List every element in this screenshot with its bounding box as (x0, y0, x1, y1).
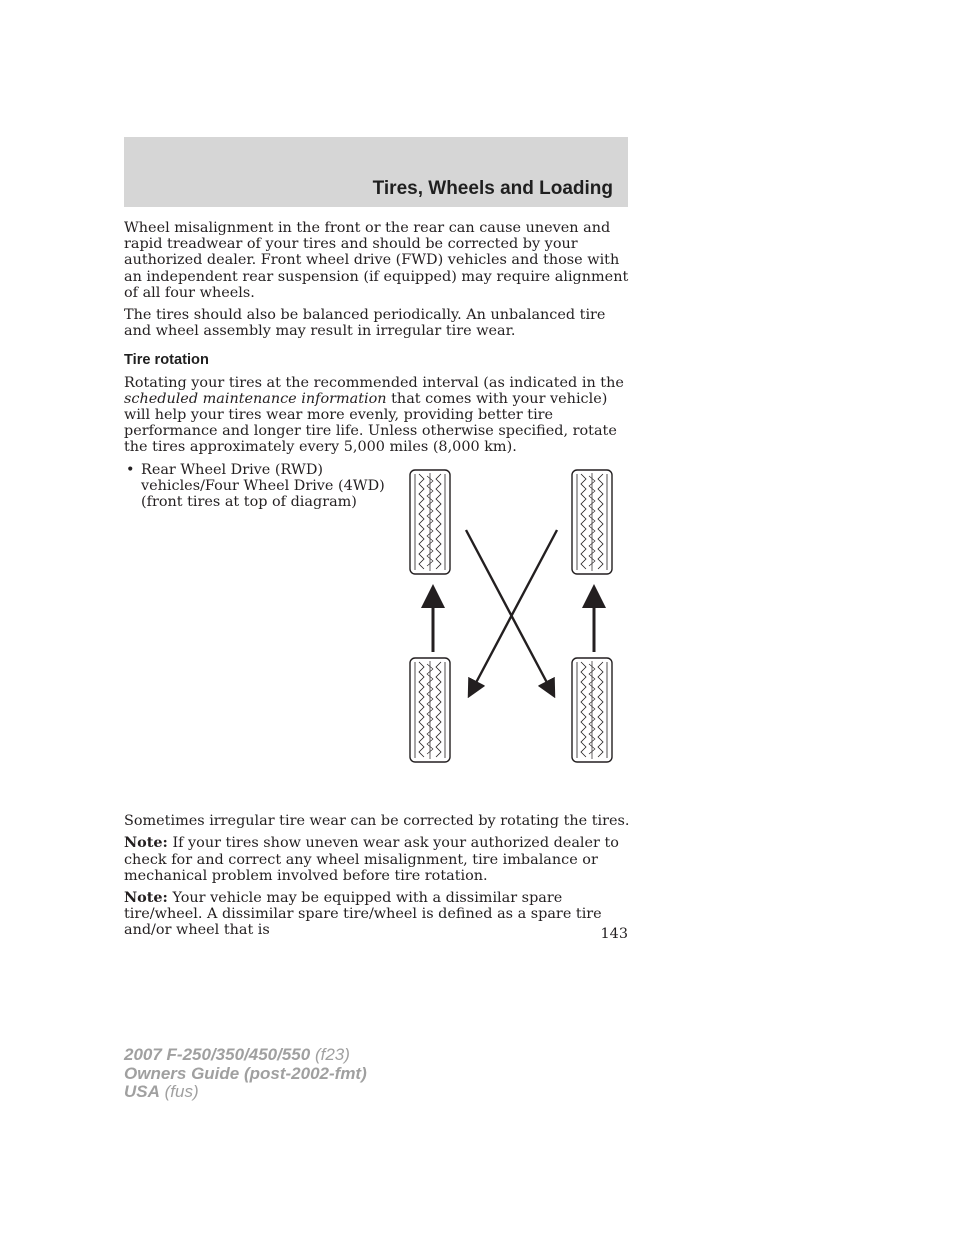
front-right-tire (572, 470, 612, 574)
note-dissimilar-spare (124, 890, 630, 939)
footer-market: USA (124, 1082, 160, 1101)
rotation-intro-paragraph (124, 375, 630, 456)
footer-market-line (124, 1083, 367, 1102)
front-left-tire (410, 470, 450, 574)
maintenance-info-reference: scheduled maintenance information (124, 390, 387, 407)
note-text: If your tires show uneven wear ask your authorized dealer to check for and correct any wheel misalignment, tire imbalance or mechanical problem involved before tire rotation. (124, 835, 619, 884)
footer-model: 2007 F-250/350/450/550 (124, 1045, 311, 1064)
rwd-4wd-bullet (124, 462, 386, 511)
tire-rotation-heading: Tire rotation (124, 352, 209, 369)
note-text: Your vehicle may be equipped with a dissimilar spare tire/wheel. A dissimilar spare tire/wheel is defined as a spare tire and/or wheel that is (124, 890, 602, 939)
footer-guide-line (124, 1065, 367, 1084)
balance-paragraph: The tires should also be balanced periodically. An unbalanced tire and wheel assembly may result in irregular tire wear. (124, 307, 606, 340)
note-uneven-wear (124, 835, 630, 884)
page-number: 143 (600, 926, 628, 942)
rear-left-tire (410, 658, 450, 762)
rotation-intro-start: Rotating your tires at the recommended interval (as indicated in the (124, 374, 624, 391)
bullet-dot: • (126, 461, 135, 478)
footer-market-code: (fus) (159, 1082, 199, 1101)
note-label: Note: (124, 889, 168, 907)
document-footer (124, 1046, 367, 1102)
alignment-paragraph: Wheel misalignment in the front or the rear can cause uneven and rapid treadwear of your tires and should be corrected by your authorized dealer. Front wheel drive (FWD) vehicles and those with an independent rear suspension (if equipped) may require alignment of all four wheels. (124, 220, 629, 301)
section-header-band (124, 137, 628, 207)
irregular-wear-paragraph: Sometimes irregular tire wear can be corrected by rotating the tires. (124, 813, 630, 830)
bullet-text: Rear Wheel Drive (RWD) vehicles/Four Wheel Drive (4WD) (front tires at top of diagram) (141, 461, 385, 511)
footer-guide-name: Owners Guide (post-2002-fmt) (124, 1063, 367, 1083)
tire-rotation-diagram (405, 466, 617, 766)
section-title: Tires, Wheels and Loading (372, 178, 613, 199)
front-right-to-rear-left-arrow (470, 530, 557, 694)
rear-right-tire (572, 658, 612, 762)
footer-model-code: (f23) (310, 1045, 350, 1064)
rotation-intro-end: that comes with your vehicle) will help your tires wear more evenly, providing better tire performance and longer tire life. Unless otherwise specified, rotate the tires approximately every 5,000 miles (8,000 km). (124, 390, 617, 456)
note-label: Note: (124, 834, 168, 852)
front-left-to-rear-right-arrow (466, 530, 553, 694)
footer-model-line (124, 1046, 367, 1065)
